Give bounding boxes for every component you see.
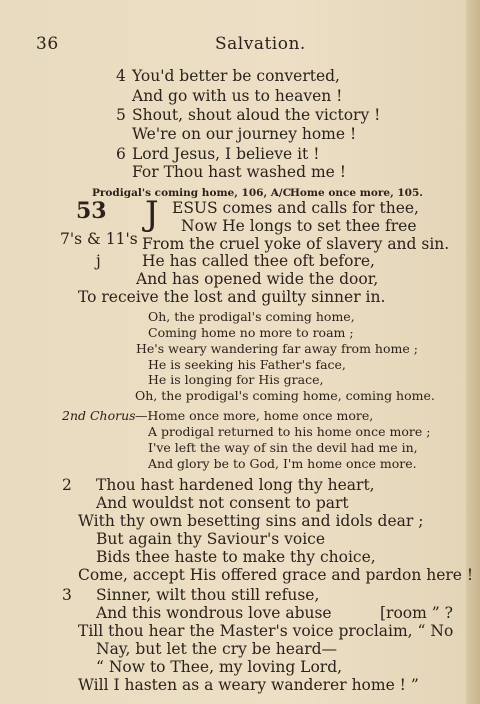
verse-line: And wouldst not consent to part — [96, 494, 349, 512]
verse-line: To receive the lost and guilty sinner in. — [78, 288, 386, 306]
hymn-number: 53 — [76, 198, 107, 224]
verse-line: You'd better be converted, — [132, 67, 340, 85]
chorus-line: Oh, the prodigal's coming home, — [148, 309, 355, 324]
verse-line: Till thou hear the Master's voice proclaim, “ No — [78, 622, 454, 640]
chorus-line: He is seeking his Father's face, — [148, 357, 346, 372]
page-number: 36 — [36, 34, 59, 54]
verse-line: For Thou hast washed me ! — [132, 163, 346, 181]
verse-number: 4 — [116, 67, 126, 85]
chorus-line: He is longing for His grace, — [148, 372, 324, 387]
verse-line: Lord Jesus, I believe it ! — [132, 145, 320, 163]
verse-line: Come, accept His offered grace and pardon here ! — [78, 566, 474, 584]
chorus-line: Oh, the prodigal's coming home, coming home. — [135, 388, 435, 403]
verse-line: ESUS comes and calls for thee, — [172, 199, 419, 217]
verse-line: And go with us to heaven ! — [132, 87, 343, 105]
overflow-word: [room ” ? — [380, 604, 453, 622]
meter-label: 7's & 11's — [60, 230, 138, 248]
chorus-line: He's weary wandering far away from home ; — [136, 341, 418, 356]
verse-line: Thou hast hardened long thy heart, — [96, 476, 375, 494]
verse-number: 5 — [116, 106, 126, 124]
verse-number: 2 — [62, 476, 72, 494]
tune-reference: Home once more, 105. — [290, 187, 423, 199]
chorus-line: —Home once more, home once more, — [135, 408, 374, 423]
verse-line: Now He longs to set thee free — [181, 217, 417, 235]
chorus2-label: 2nd Chorus — [62, 408, 136, 423]
chorus-line: A prodigal returned to his home once more ; — [148, 424, 431, 439]
verse-line: But again thy Saviour's voice — [96, 530, 326, 548]
verse-line: From the cruel yoke of slavery and sin. — [142, 235, 450, 253]
verse-line: And has opened wide the door, — [136, 270, 379, 288]
verse-line: Bids thee haste to make thy choice, — [96, 548, 376, 566]
verse-line: Shout, shout aloud the victory ! — [132, 106, 381, 124]
verse-number: 3 — [62, 586, 72, 604]
verse-number: 6 — [116, 145, 126, 163]
verse-line: He has called thee oft before, — [142, 252, 375, 270]
verse-line: We're on our journey home ! — [132, 125, 357, 143]
verse-line: “ Now to Thee, my loving Lord, — [96, 658, 343, 676]
chorus-line: I've left the way of sin the devil had me in, — [148, 440, 418, 455]
drop-cap: J — [145, 194, 159, 234]
tune-reference: Prodigal's coming home, 106, A/C. — [92, 187, 295, 199]
page-gutter — [466, 0, 480, 704]
verse-line: Sinner, wilt thou still refuse, — [96, 586, 320, 604]
chorus-line: And glory be to God, I'm home once more. — [148, 456, 417, 471]
verse-line: With thy own besetting sins and idols dear ; — [78, 512, 424, 530]
verse-line: Nay, but let the cry be heard— — [96, 640, 338, 658]
chorus-line: Coming home no more to roam ; — [148, 325, 354, 340]
margin-mark: j — [96, 252, 101, 270]
verse-line: And this wondrous love abuse — [96, 604, 332, 622]
page-title: Salvation. — [215, 34, 306, 54]
verse-line: Will I hasten as a weary wanderer home ! ” — [78, 676, 419, 694]
